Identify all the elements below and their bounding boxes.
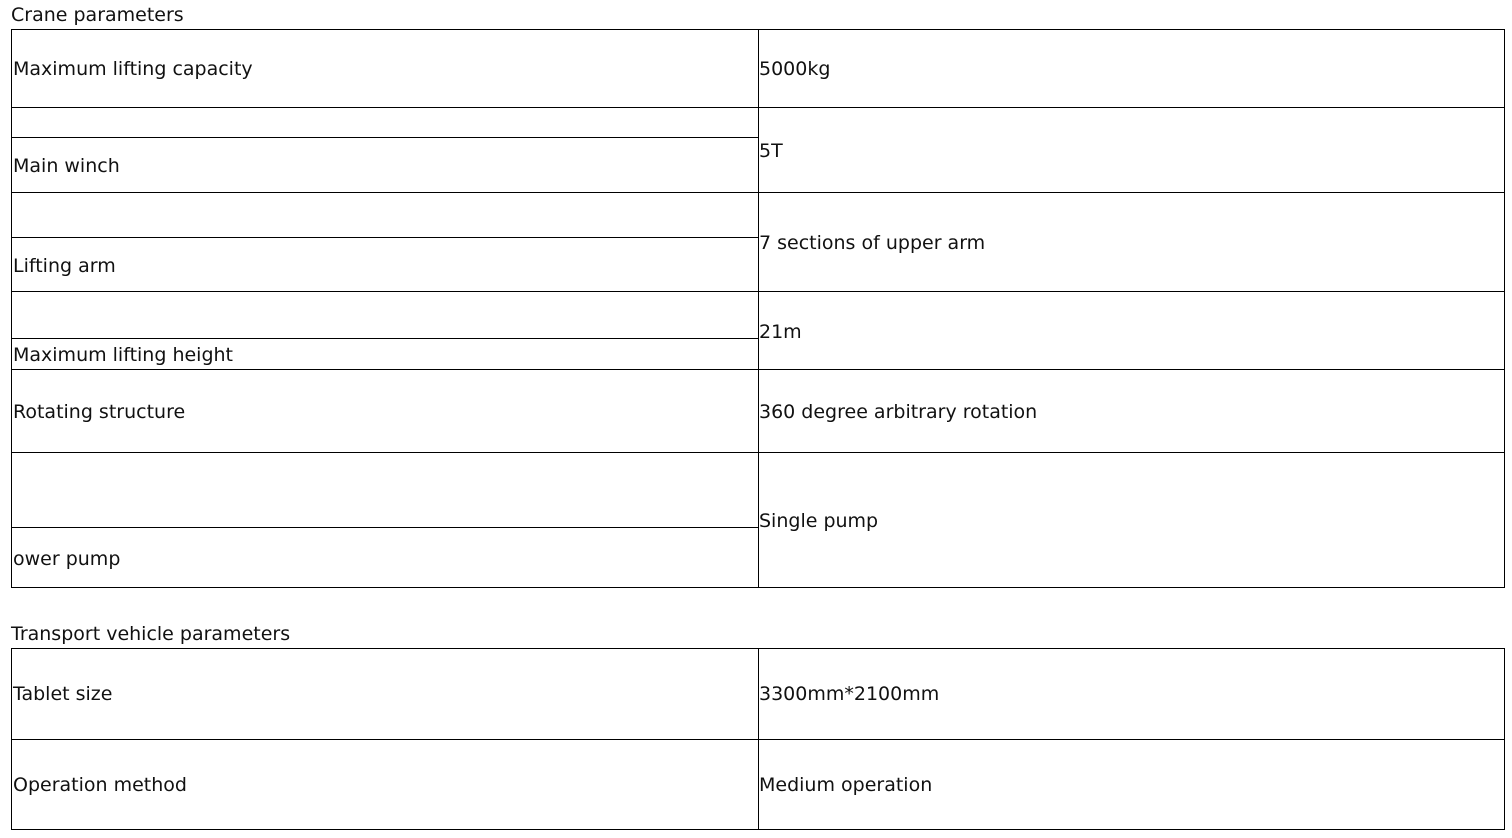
row-divider [12,369,1504,370]
param-value-max-lifting-capacity: 5000kg [759,58,831,80]
left-cell-divider [12,137,758,138]
param-label-operation-method: Operation method [13,774,187,796]
left-cell-divider [12,338,758,339]
param-label-power-pump: ower pump [13,548,121,570]
param-value-power-pump: Single pump [759,510,879,532]
left-cell-divider [12,527,758,528]
param-label-lifting-arm: Lifting arm [13,255,116,277]
transport-parameters-table [11,648,1505,830]
param-value-max-lifting-height: 21m [759,321,802,343]
param-value-operation-method: Medium operation [759,774,933,796]
row-divider [12,452,1504,453]
left-cell-divider [12,237,758,238]
param-label-max-lifting-height: Maximum lifting height [13,344,234,366]
param-label-rotating-structure: Rotating structure [13,401,186,423]
param-label-tablet-size: Tablet size [13,683,113,705]
row-divider [12,291,1504,292]
param-label-main-winch: Main winch [13,155,120,177]
transport-parameters-caption: Transport vehicle parameters [11,623,291,645]
param-value-rotating-structure: 360 degree arbitrary rotation [759,401,1038,423]
row-divider [12,192,1504,193]
crane-parameters-caption: Crane parameters [11,4,184,26]
param-label-max-lifting-capacity: Maximum lifting capacity [13,58,253,80]
param-value-tablet-size: 3300mm*2100mm [759,683,940,705]
row-divider [12,107,1504,108]
crane-parameters-table [11,29,1505,588]
param-value-main-winch: 5T [759,140,783,162]
param-value-lifting-arm: 7 sections of upper arm [759,232,986,254]
row-divider [12,739,1504,740]
column-divider [758,30,759,587]
